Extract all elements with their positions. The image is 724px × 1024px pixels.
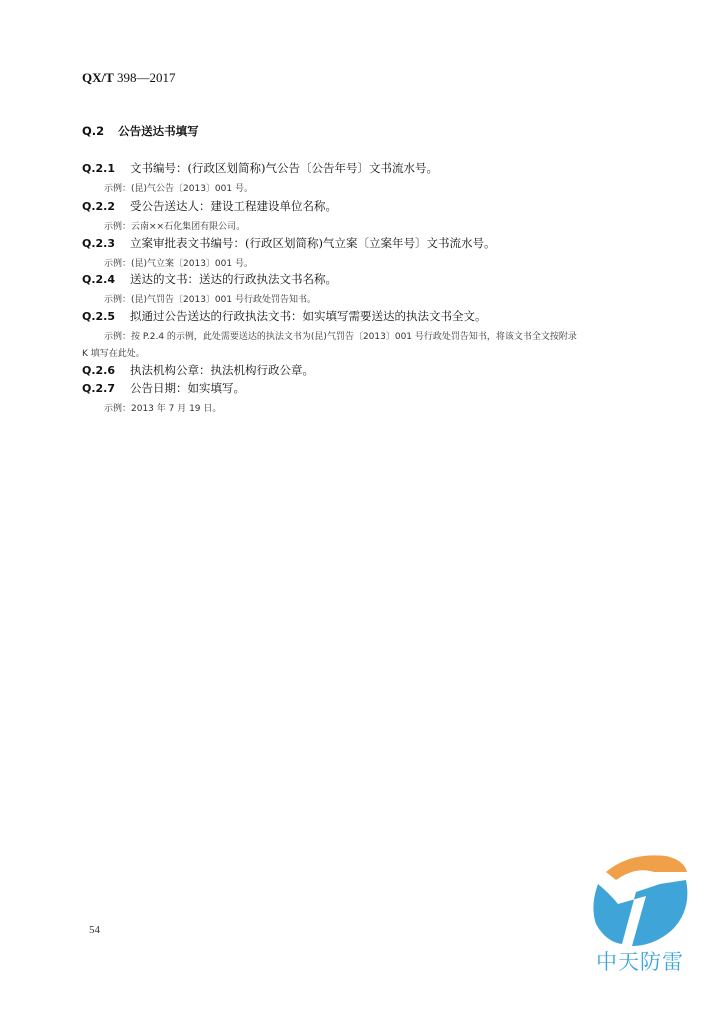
watermark-text: 中天防雷 [596,950,684,974]
clause-q-2-3 [82,235,495,251]
clause-text: 送达的文书：送达的行政执法文书名称。 [130,272,337,286]
section-number: Q.2 [82,124,105,138]
clause-text: 执法机构公章：执法机构行政公章。 [130,363,314,377]
clause-number: Q.2.2 [82,200,116,213]
clause-q-2-6 [82,362,314,378]
clause-text: 文书编号：(行政区划简称)气公告〔公告年号〕文书流水号。 [130,161,438,175]
clause-text: 立案审批表文书编号：(行政区划简称)气立案〔立案年号〕文书流水号。 [130,236,496,250]
clause-q-2-2 [82,198,337,214]
clause-text: 受公告送达人：建设工程建设单位名称。 [130,199,337,213]
clause-q-2-5 [82,308,487,324]
clause-q-2-4 [82,271,337,287]
page-number: 54 [89,924,100,936]
section-heading [82,123,199,139]
clause-number: Q.2.1 [82,162,116,175]
section-title: 公告送达书填写 [118,124,199,138]
clause-example: 示例：云南××石化集团有限公司。 [104,222,246,232]
clause-number: Q.2.6 [82,364,116,377]
standard-number: 398—2017 [117,70,176,85]
clause-q-2-1 [82,160,438,176]
clause-example: 示例：(昆)气立案〔2013〕001 号。 [104,259,253,269]
standard-code [82,70,176,86]
standard-prefix: QX/T [82,70,114,85]
clause-number: Q.2.7 [82,382,116,395]
clause-number: Q.2.4 [82,273,116,286]
clause-example: 示例：(昆)气罚告〔2013〕001 号行政处罚告知书。 [104,295,316,305]
clause-number: Q.2.3 [82,237,116,250]
clause-example: 示例：2013 年 7 月 19 日。 [104,404,222,414]
clause-example: 示例：(昆)气公告〔2013〕001 号。 [104,184,253,194]
clause-example: 示例：按 P.2.4 的示例，此处需要送达的执法文书为(昆)气罚告〔2013〕001 号行政处罚告知书，将该文书全文按附录 [104,332,577,342]
clause-number: Q.2.5 [82,310,116,323]
clause-text: 拟通过公告送达的行政执法文书：如实填写需要送达的执法文书全文。 [130,309,487,323]
clause-example-continued: K 填写在此处。 [82,349,145,359]
clause-q-2-7 [82,380,245,396]
clause-text: 公告日期：如实填写。 [130,381,245,395]
